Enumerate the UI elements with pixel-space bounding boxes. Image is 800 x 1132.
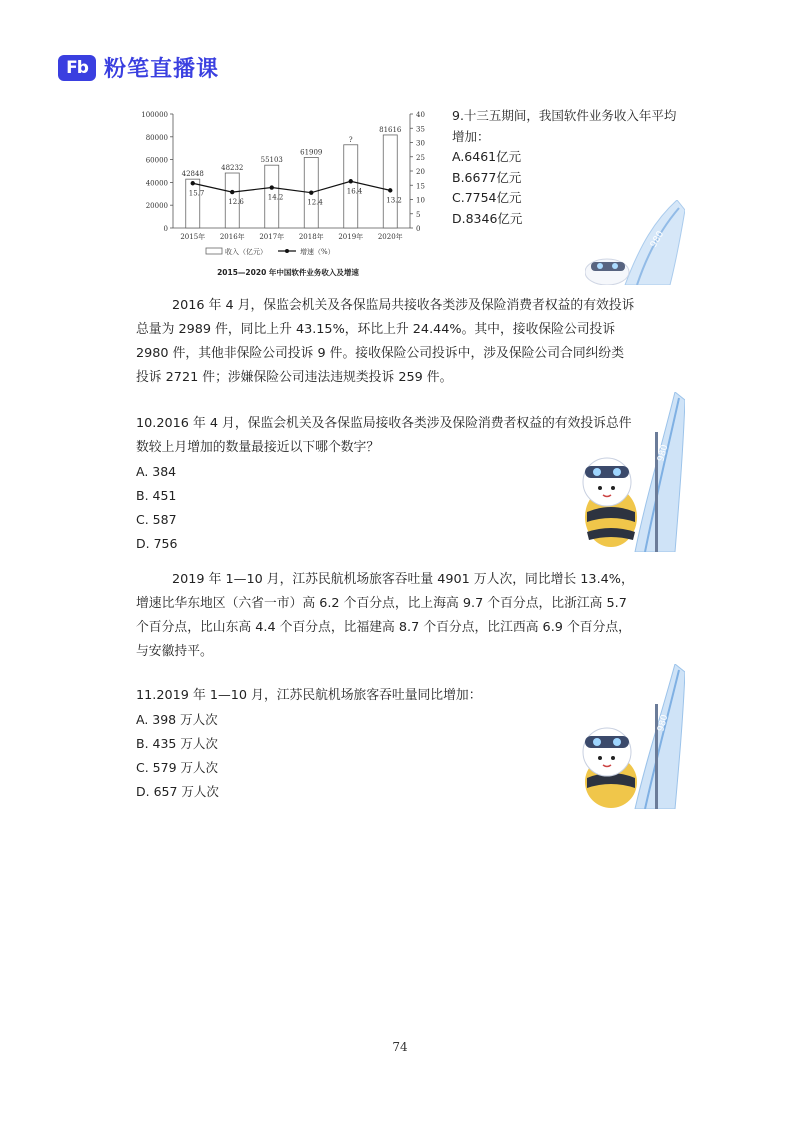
q10-option-a[interactable]: A. 384 [136, 464, 177, 479]
right-tick-label: 0 [416, 225, 421, 233]
x-tick-label: 2017年 [259, 233, 285, 241]
growth-value-label: 12.4 [307, 198, 323, 207]
legend-bar-label: 收入（亿元） [225, 248, 267, 256]
logo-mark: Fb [58, 55, 96, 81]
bar-value-label: 81616 [379, 125, 402, 134]
passage2-line4: 与安徽持平。 [136, 644, 213, 659]
growth-value-label: 14.2 [267, 193, 284, 202]
bar-value-label: 55103 [260, 156, 283, 165]
q11-option-d[interactable]: D. 657 万人次 [136, 784, 219, 799]
q10-stem-line2: 数较上月增加的数量最接近以下哪个数字？ [136, 440, 380, 455]
page-number: 74 [392, 1040, 408, 1054]
legend-line-label: 增速（%） [300, 248, 335, 256]
svg-text:980: 980 [648, 229, 667, 250]
left-tick-label: 20000 [145, 202, 168, 211]
growth-point [309, 190, 313, 194]
q9-stem-line2: 增加： [452, 128, 490, 144]
left-tick-label: 40000 [145, 179, 168, 188]
right-tick-label: 5 [416, 210, 421, 219]
right-tick-label: 15 [416, 182, 425, 191]
growth-value-label: 13.2 [386, 196, 402, 205]
mascot-illustration-bottom [575, 664, 685, 809]
mascot-illustration-top [585, 200, 685, 285]
svg-text:980: 980 [656, 713, 671, 733]
x-tick-label: 2019年 [338, 233, 364, 241]
right-tick-label: 20 [416, 168, 425, 176]
growth-value-label: 12.6 [228, 198, 244, 207]
x-tick-label: 2016年 [219, 233, 245, 241]
q9-stem-line1: 9.十三五期间，我国软件业务收入年平均 [452, 108, 677, 123]
passage1-line2: 总量为 2989 件，同比上升 43.15%，环比上升 24.44%。其中，接收保险公司投诉 [136, 322, 616, 337]
q10-option-d[interactable]: D. 756 [136, 536, 178, 551]
q9-option-a[interactable]: A.6461亿元 [452, 149, 522, 164]
q10-option-b[interactable]: B. 451 [136, 488, 177, 503]
q11-option-c[interactable]: C. 579 万人次 [136, 760, 219, 775]
x-tick-label: 2018年 [298, 233, 324, 241]
bar-value-label: 61909 [300, 148, 323, 157]
q10-option-c[interactable]: C. 587 [136, 512, 177, 527]
left-tick-label: 60000 [145, 156, 168, 165]
svg-text:980: 980 [656, 443, 671, 463]
q9-option-b[interactable]: B.6677亿元 [452, 169, 522, 185]
brand-logo [58, 52, 219, 83]
logo-text: 粉笔直播课 [104, 57, 220, 82]
revenue-bar [186, 179, 200, 228]
chart-svg [128, 100, 448, 285]
growth-point [191, 181, 195, 185]
legend-bar-swatch [206, 248, 222, 254]
bar-value-label: 48232 [221, 164, 244, 173]
mascot-illustration-middle [575, 392, 685, 552]
revenue-bar [383, 135, 397, 228]
left-tick-label: 80000 [145, 133, 168, 142]
bar-value-label: ? [348, 135, 353, 144]
passage-insurance-complaints [136, 294, 674, 390]
right-tick-label: 25 [416, 153, 425, 162]
growth-point [230, 190, 234, 194]
bar-value-label: 42848 [181, 170, 204, 179]
left-tick-label: 0 [163, 225, 168, 233]
left-tick-label: 100000 [141, 111, 168, 119]
right-tick-label: 40 [416, 111, 425, 119]
right-tick-label: 35 [416, 125, 425, 134]
q11-option-b[interactable]: B. 435 万人次 [136, 736, 218, 751]
growth-point [270, 185, 274, 189]
q10-stem-line1: 10.2016 年 4 月，保监会机关及各保监局接收各类涉及保险消费者权益的有效投诉总件 [136, 416, 632, 431]
x-tick-label: 2015年 [180, 233, 206, 241]
revenue-chart [128, 100, 448, 285]
chart-title: 2015—2020 年中国软件业务收入及增速 [217, 268, 359, 277]
growth-point [349, 179, 353, 183]
passage2-line1: 2019 年 1—10 月，江苏民航机场旅客吞吐量 4901 万人次，同比增长 13.4%， [172, 572, 634, 587]
legend-line-marker [285, 249, 289, 253]
growth-value-label: 16.4 [346, 187, 363, 196]
passage2-line2: 增速比华东地区（六省一市）高 6.2 个百分点，比上海高 9.7 个百分点，比浙江高 5.7 [136, 596, 627, 611]
passage2-line3: 个百分点，比山东高 4.4 个百分点，比福建高 8.7 个百分点，比江西高 6.9 个百分点， [136, 620, 631, 635]
q9-option-d[interactable]: D.8346亿元 [452, 210, 523, 226]
passage1-line1: 2016 年 4 月，保监会机关及各保监局共接收各类涉及保险消费者权益的有效投诉 [172, 298, 635, 313]
passage1-line3: 2980 件，其他非保险公司投诉 9 件。接收保险公司投诉中，涉及保险公司合同纠纷类 [136, 346, 625, 361]
passage1-line4: 投诉 2721 件；涉嫌保险公司违法违规类投诉 259 件。 [136, 370, 453, 385]
growth-value-label: 15.7 [188, 189, 205, 198]
growth-point [388, 188, 392, 192]
x-tick-label: 2020年 [377, 233, 403, 241]
right-tick-label: 30 [416, 139, 425, 148]
q11-stem: 11.2019 年 1—10 月，江苏民航机场旅客吞吐量同比增加： [136, 688, 482, 703]
q9-option-c[interactable]: C.7754亿元 [452, 190, 522, 205]
q11-option-a[interactable]: A. 398 万人次 [136, 712, 218, 727]
right-tick-label: 10 [416, 196, 425, 205]
passage-jiangsu-airports [136, 568, 674, 664]
